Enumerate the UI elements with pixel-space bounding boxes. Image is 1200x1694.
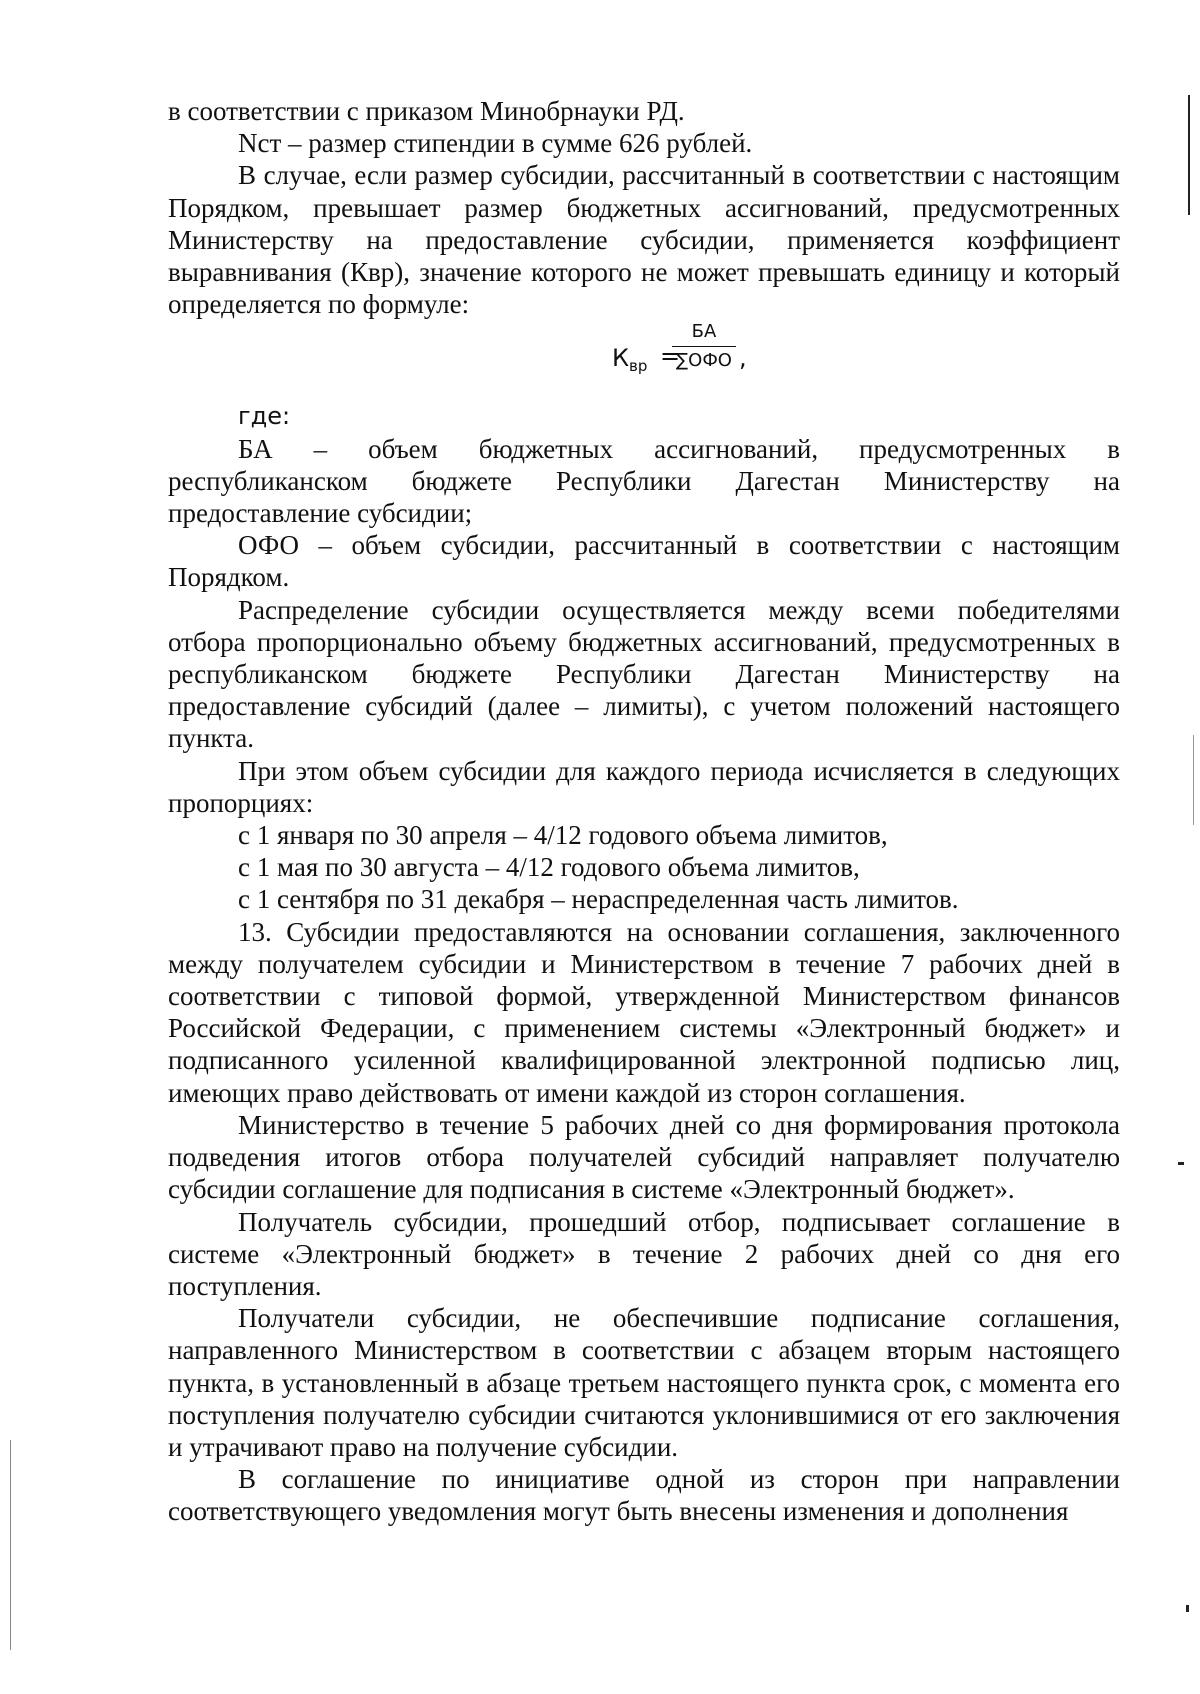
scan-edge-mark <box>10 1440 11 1650</box>
where-label: где: <box>238 402 291 431</box>
list-item-period-3: с 1 сентября по 31 декабря – нераспределенная часть лимитов. <box>238 884 959 915</box>
paragraph-equalization-coefficient: В случае, если размер субсидии, рассчитанный в соответствии с настоящим Порядком, превышает размер бюджетных ассигнований, предусмотренных Министерству на предоставление субсидии, применяется коэффициент выравнивания (Квр), значение которого не может превышать единицу и который определяется по формуле: <box>168 160 1120 320</box>
paragraph-amendments: В соглашение по инициативе одной из сторон при направлении соответствующего уведомления могут быть внесены изменения и дополнения <box>168 1464 1120 1527</box>
paragraph-period-proportions: При этом объем субсидии для каждого периода исчисляется в следующих пропорциях: <box>168 755 1120 818</box>
formula-lhs-subscript: вр <box>629 357 648 376</box>
formula-fraction <box>672 320 736 373</box>
paragraph-ministry-sends-agreement: Министерство в течение 5 рабочих дней со дня формирования протокола подведения итогов отбора получателей субсидий направляет получателю субсидии соглашение для подписания в системе «Электронный бюджет». <box>168 1109 1120 1205</box>
scan-dot <box>1178 1162 1184 1165</box>
paragraph-ofo-definition: ОФО – объем субсидии, рассчитанный в соответствии с настоящим Порядком. <box>168 530 1120 593</box>
scan-edge-mark <box>1193 735 1194 825</box>
scan-edge-mark <box>1188 95 1190 215</box>
formula-kvr <box>168 320 1120 400</box>
formula-equals-sign: = <box>660 342 681 371</box>
document-body <box>168 95 1120 1528</box>
formula-numerator: БА <box>672 320 736 347</box>
list-item-period-1: с 1 января по 30 апреля – 4/12 годового объема лимитов, <box>238 820 888 851</box>
paragraph-nst-definition: Nст – размер стипендии в сумме 626 рублей. <box>238 128 753 159</box>
paragraph-distribution: Распределение субсидии осуществляется между всеми победителями отбора пропорционально объему бюджетных ассигнований, предусмотренных в республиканском бюджете Республики Дагестан Министерству на предоставление субсидий (далее – лимиты), с учетом положений настоящего пункта. <box>168 594 1120 754</box>
list-item-period-2: с 1 мая по 30 августа – 4/12 годового объема лимитов, <box>238 852 860 883</box>
formula-trailing-comma: , <box>739 344 747 373</box>
paragraph-recipient-signs: Получатель субсидии, прошедший отбор, подписывает соглашение в системе «Электронный бюджет» в течение 2 рабочих дней со дня его поступления. <box>168 1206 1120 1301</box>
paragraph-evaders: Получатели субсидии, не обеспечившие подписание соглашения, направленного Министерством в соответствии с абзацем вторым настоящего пункта, в установленный в абзаце третьем настоящего пункта срок, с момента его поступления получателю субсидии считаются уклонившимися от его заключения и утрачивают право на получение субсидии. <box>168 1303 1120 1462</box>
formula-lhs: $К_{вр}$ <box>612 344 648 376</box>
formula-denominator: ∑ОФО <box>676 350 732 372</box>
paragraph-order-ref: в соответствии с приказом Минобрнауки РД. <box>168 96 685 126</box>
paragraph-ba-definition: БА – объем бюджетных ассигнований, предусмотренных в республиканском бюджете Республики Дагестан Министерству на предоставление субсидии; <box>168 433 1120 529</box>
paragraph-item-13: 13. Субсидии предоставляются на основании соглашения, заключенного между получателем субсидии и Министерством в течение 7 рабочих дней в соответствии с типовой формой, утвержденной Министерством финансов Российской Федерации, с применением системы «Электронный бюджет» и подписанного усиленной квалифицированной электронной подписью лиц, имеющих право действовать от имени каждой из сторон соглашения. <box>168 916 1120 1108</box>
scan-dot <box>1186 1605 1189 1612</box>
